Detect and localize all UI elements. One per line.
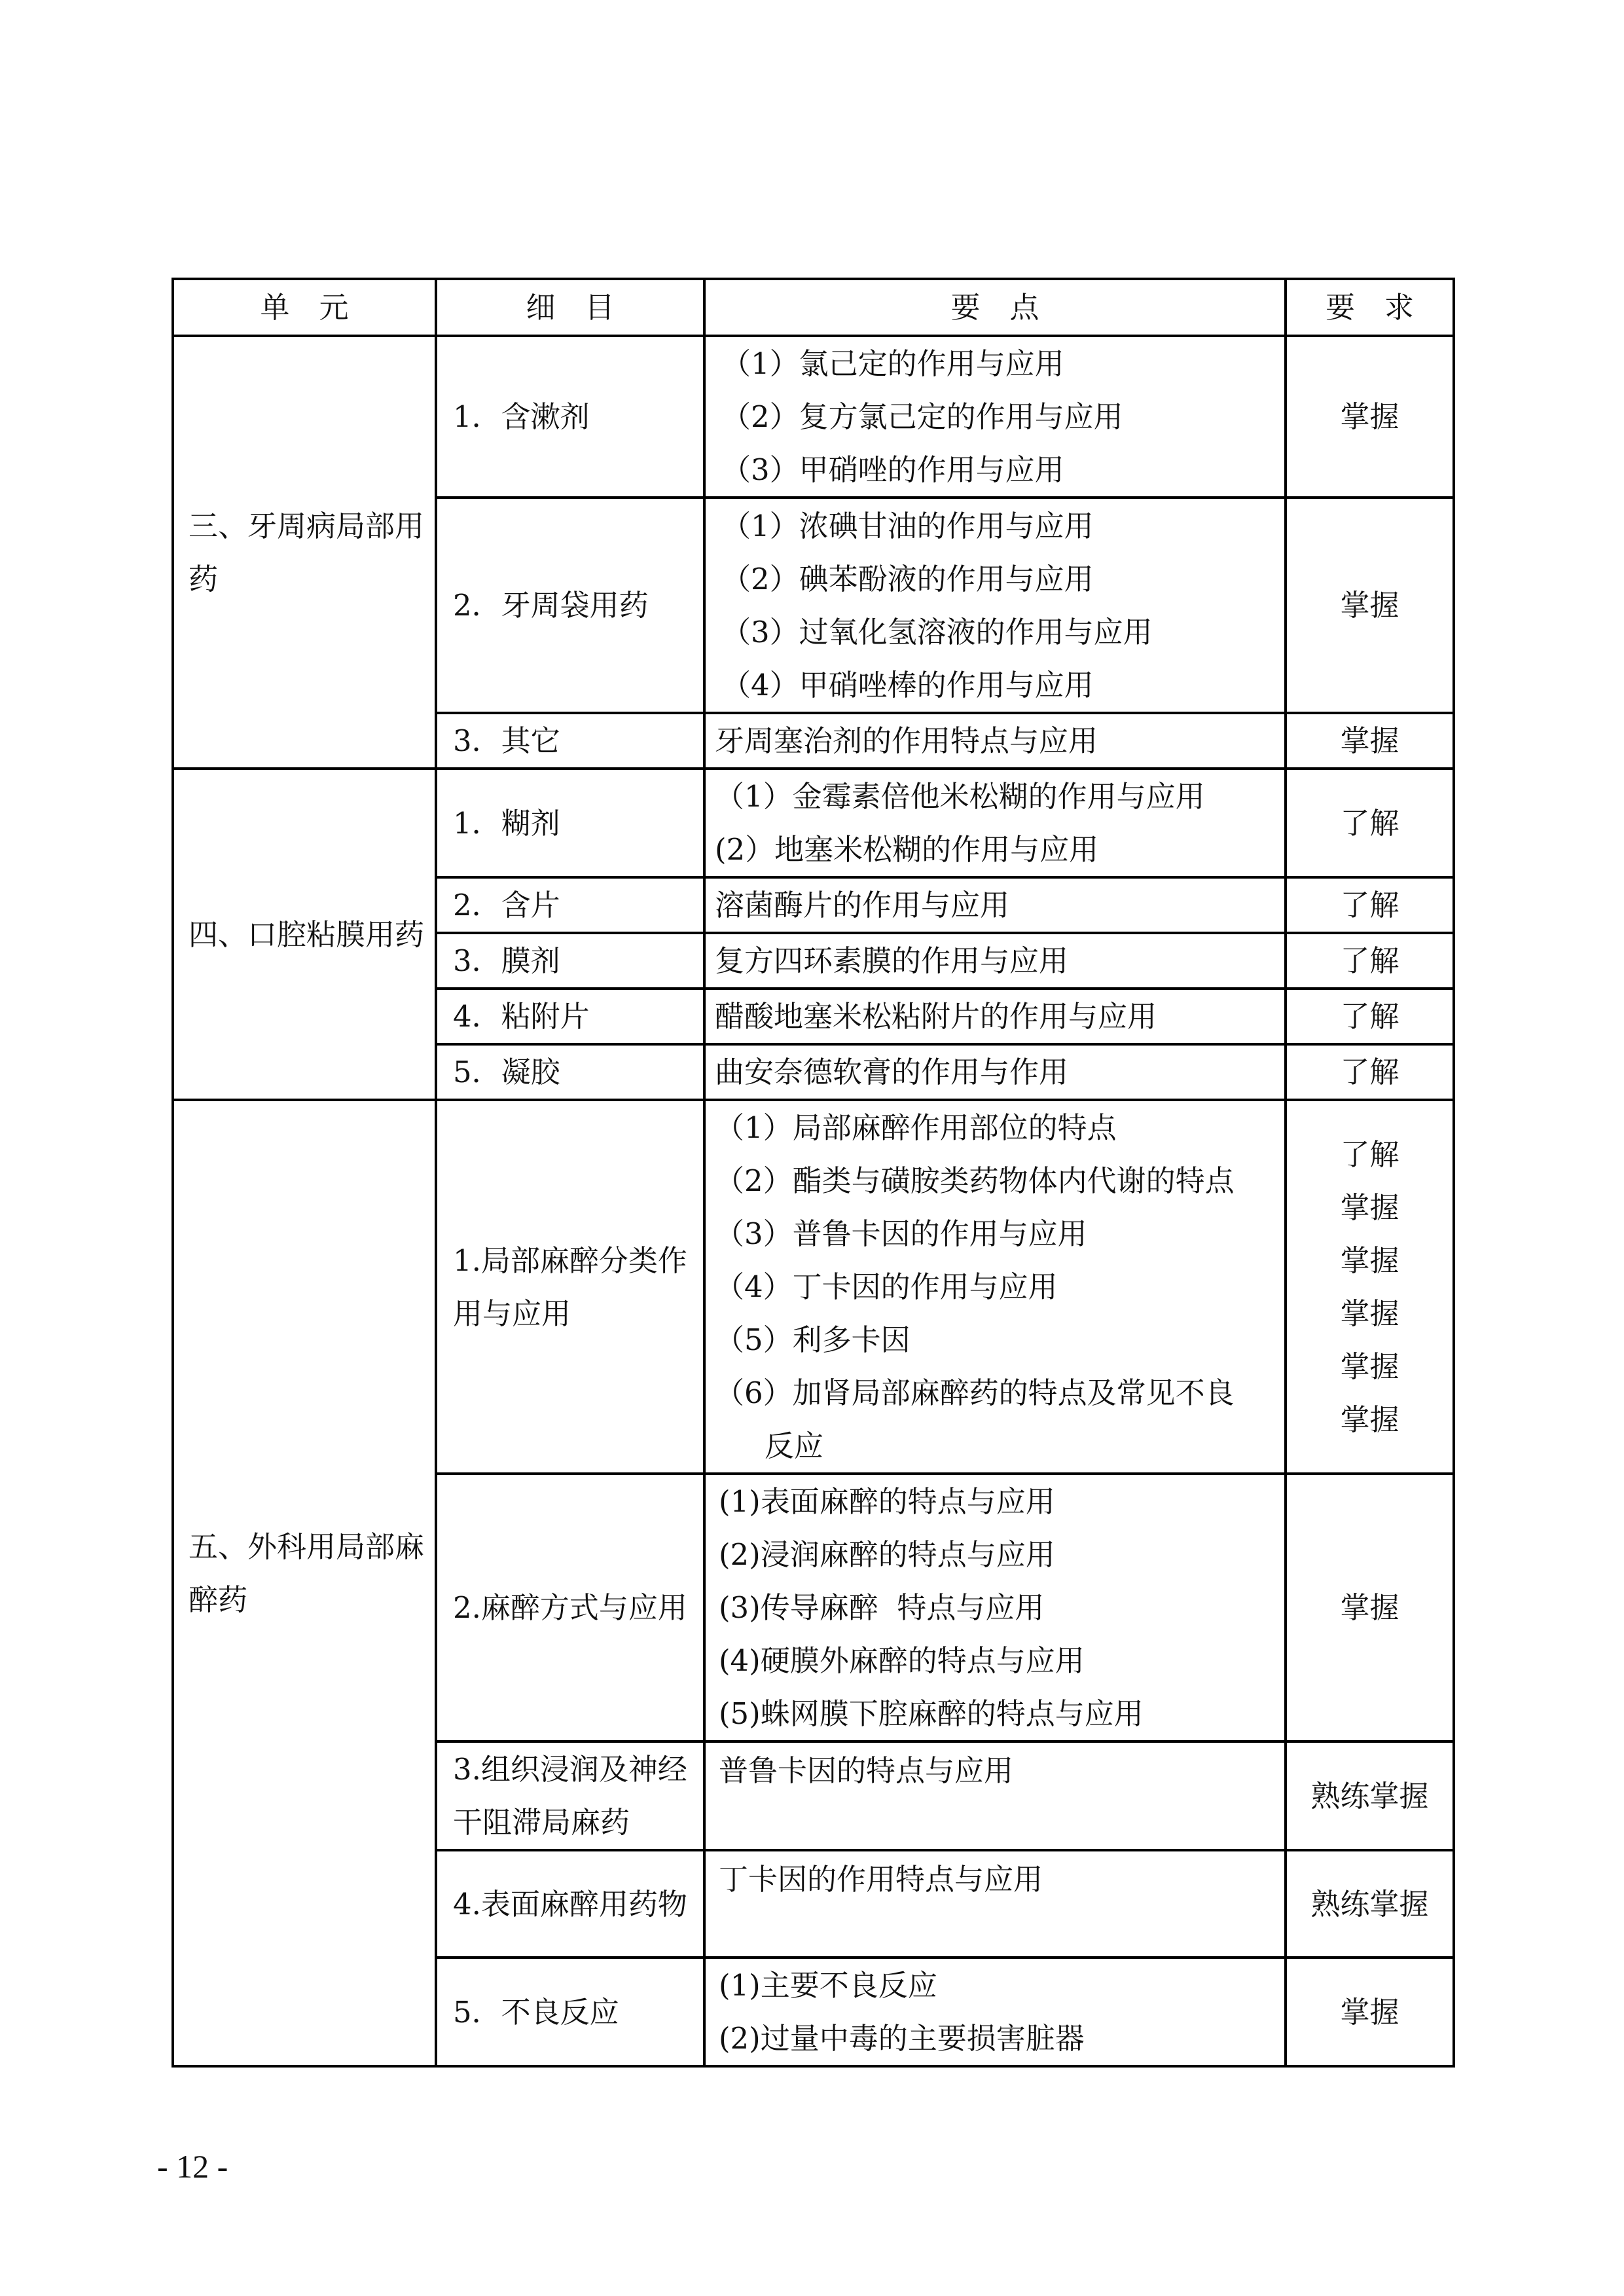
item-cell: 3．膜剂 xyxy=(436,933,704,989)
requirement-cell: 了解 xyxy=(1286,877,1454,933)
table-row xyxy=(173,336,1454,498)
table-header-row xyxy=(173,279,1454,336)
points-cell xyxy=(704,336,1286,498)
requirement-line: 掌握 xyxy=(1340,1402,1399,1437)
item-cell: 1．含漱剂 xyxy=(436,336,704,498)
points-cell xyxy=(704,1850,1286,1958)
requirement-cell: 掌握 xyxy=(1286,1958,1454,2066)
header-item: 细 目 xyxy=(436,279,704,336)
point-line: （1）浓碘甘油的作用与应用 xyxy=(721,508,1094,543)
point-line: （4）甲硝唑棒的作用与应用 xyxy=(721,667,1094,702)
item-label: 3.组织浸润及神经干阻滞局麻药 xyxy=(453,1752,687,1840)
point-line: (1)主要不良反应 xyxy=(719,1968,937,2003)
item-cell xyxy=(436,1100,704,1474)
item-cell xyxy=(436,1741,704,1850)
item-cell: 5．不良反应 xyxy=(436,1958,704,2066)
item-cell: 3．其它 xyxy=(436,713,704,769)
point-line: （2）碘苯酚液的作用与应用 xyxy=(721,561,1094,596)
item-cell: 2．牙周袋用药 xyxy=(436,498,704,713)
item-label: 2.麻醉方式与应用 xyxy=(453,1590,687,1625)
item-label: 1.局部麻醉分类作用与应用 xyxy=(453,1243,687,1331)
point-line: （2）复方氯己定的作用与应用 xyxy=(721,399,1123,434)
requirement-cell: 熟练掌握 xyxy=(1286,1741,1454,1850)
points-cell xyxy=(704,1474,1286,1741)
unit-label: 三、牙周病局部用药 xyxy=(189,508,425,596)
points-cell xyxy=(704,1741,1286,1850)
point-line: (4)硬膜外麻醉的特点与应用 xyxy=(719,1643,1085,1678)
requirement-line: 掌握 xyxy=(1340,1349,1399,1384)
table-row xyxy=(173,769,1454,877)
points-cell xyxy=(704,877,1286,933)
point-line: 醋酸地塞米松粘附片的作用与应用 xyxy=(715,999,1157,1034)
requirement-line: 了解 xyxy=(1340,1137,1399,1172)
requirement-cell: 了解 xyxy=(1286,933,1454,989)
header-points: 要 点 xyxy=(704,279,1286,336)
requirement-cell: 了解 xyxy=(1286,1044,1454,1100)
point-line: （3）甲硝唑的作用与应用 xyxy=(721,452,1064,487)
points-cell xyxy=(704,498,1286,713)
points-cell xyxy=(704,933,1286,989)
requirement-line: 掌握 xyxy=(1340,1243,1399,1278)
unit-cell xyxy=(173,769,436,1100)
point-line: （3）过氧化氢溶液的作用与应用 xyxy=(721,614,1153,649)
point-line: （4）丁卡因的作用与应用 xyxy=(715,1269,1058,1304)
header-unit: 单 元 xyxy=(173,279,436,336)
point-line: （6）加肾局部麻醉药的特点及常见不良 xyxy=(715,1376,1235,1410)
points-cell xyxy=(704,1958,1286,2066)
unit-cell xyxy=(173,336,436,769)
item-label: 4.表面麻醉用药物 xyxy=(453,1886,687,1922)
points-cell xyxy=(704,1100,1286,1474)
item-cell xyxy=(436,1474,704,1741)
point-line: 曲安奈德软膏的作用与作用 xyxy=(715,1055,1069,1089)
requirement-cell: 掌握 xyxy=(1286,336,1454,498)
syllabus-table xyxy=(171,278,1455,2068)
unit-label: 五、外科用局部麻醉药 xyxy=(189,1529,425,1617)
requirement-cell: 掌握 xyxy=(1286,498,1454,713)
requirement-cell: 熟练掌握 xyxy=(1286,1850,1454,1958)
point-line: 普鲁卡因的特点与应用 xyxy=(719,1753,1014,1788)
point-line: 丁卡因的作用特点与应用 xyxy=(719,1862,1043,1897)
point-line: （2）酯类与磺胺类药物体内代谢的特点 xyxy=(715,1163,1235,1198)
point-line: （3）普鲁卡因的作用与应用 xyxy=(715,1216,1087,1251)
point-line: （5）利多卡因 xyxy=(715,1322,911,1357)
point-line: (5)蛛网膜下腔麻醉的特点与应用 xyxy=(719,1696,1144,1731)
requirement-line: 掌握 xyxy=(1340,1190,1399,1225)
requirement-cell xyxy=(1286,1100,1454,1474)
unit-label: 四、口腔粘膜用药 xyxy=(189,917,425,952)
point-line: （1）局部麻醉作用部位的特点 xyxy=(715,1110,1117,1145)
point-line: (1)表面麻醉的特点与应用 xyxy=(719,1484,1055,1519)
point-line: 牙周塞治剂的作用特点与应用 xyxy=(715,723,1098,758)
point-line: （1）金霉素倍他米松糊的作用与应用 xyxy=(715,779,1205,814)
item-cell: 2．含片 xyxy=(436,877,704,933)
points-cell xyxy=(704,1044,1286,1100)
point-line: （1）氯己定的作用与应用 xyxy=(721,346,1064,381)
item-cell xyxy=(436,1850,704,1958)
point-line: (2）地塞米松糊的作用与应用 xyxy=(715,832,1099,867)
point-line: (3)传导麻醉 特点与应用 xyxy=(719,1590,1045,1625)
requirement-cell: 了解 xyxy=(1286,989,1454,1044)
requirement-line: 掌握 xyxy=(1340,1296,1399,1331)
point-line: (2)浸润麻醉的特点与应用 xyxy=(719,1537,1055,1572)
points-cell xyxy=(704,713,1286,769)
item-cell: 1．糊剂 xyxy=(436,769,704,877)
point-line: 溶菌酶片的作用与应用 xyxy=(715,888,1010,922)
points-cell xyxy=(704,989,1286,1044)
requirement-cell: 掌握 xyxy=(1286,1474,1454,1741)
point-line: (2)过量中毒的主要损害脏器 xyxy=(719,2021,1085,2056)
item-cell: 4．粘附片 xyxy=(436,989,704,1044)
requirement-cell: 了解 xyxy=(1286,769,1454,877)
item-cell: 5．凝胶 xyxy=(436,1044,704,1100)
table-row xyxy=(173,1100,1454,1474)
point-line: 复方四环素膜的作用与应用 xyxy=(715,943,1069,978)
points-cell xyxy=(704,769,1286,877)
page-number: - 12 - xyxy=(157,2148,228,2185)
requirement-cell: 掌握 xyxy=(1286,713,1454,769)
header-requirement: 要 求 xyxy=(1286,279,1454,336)
point-line: 反应 xyxy=(765,1429,824,1463)
unit-cell xyxy=(173,1100,436,2066)
